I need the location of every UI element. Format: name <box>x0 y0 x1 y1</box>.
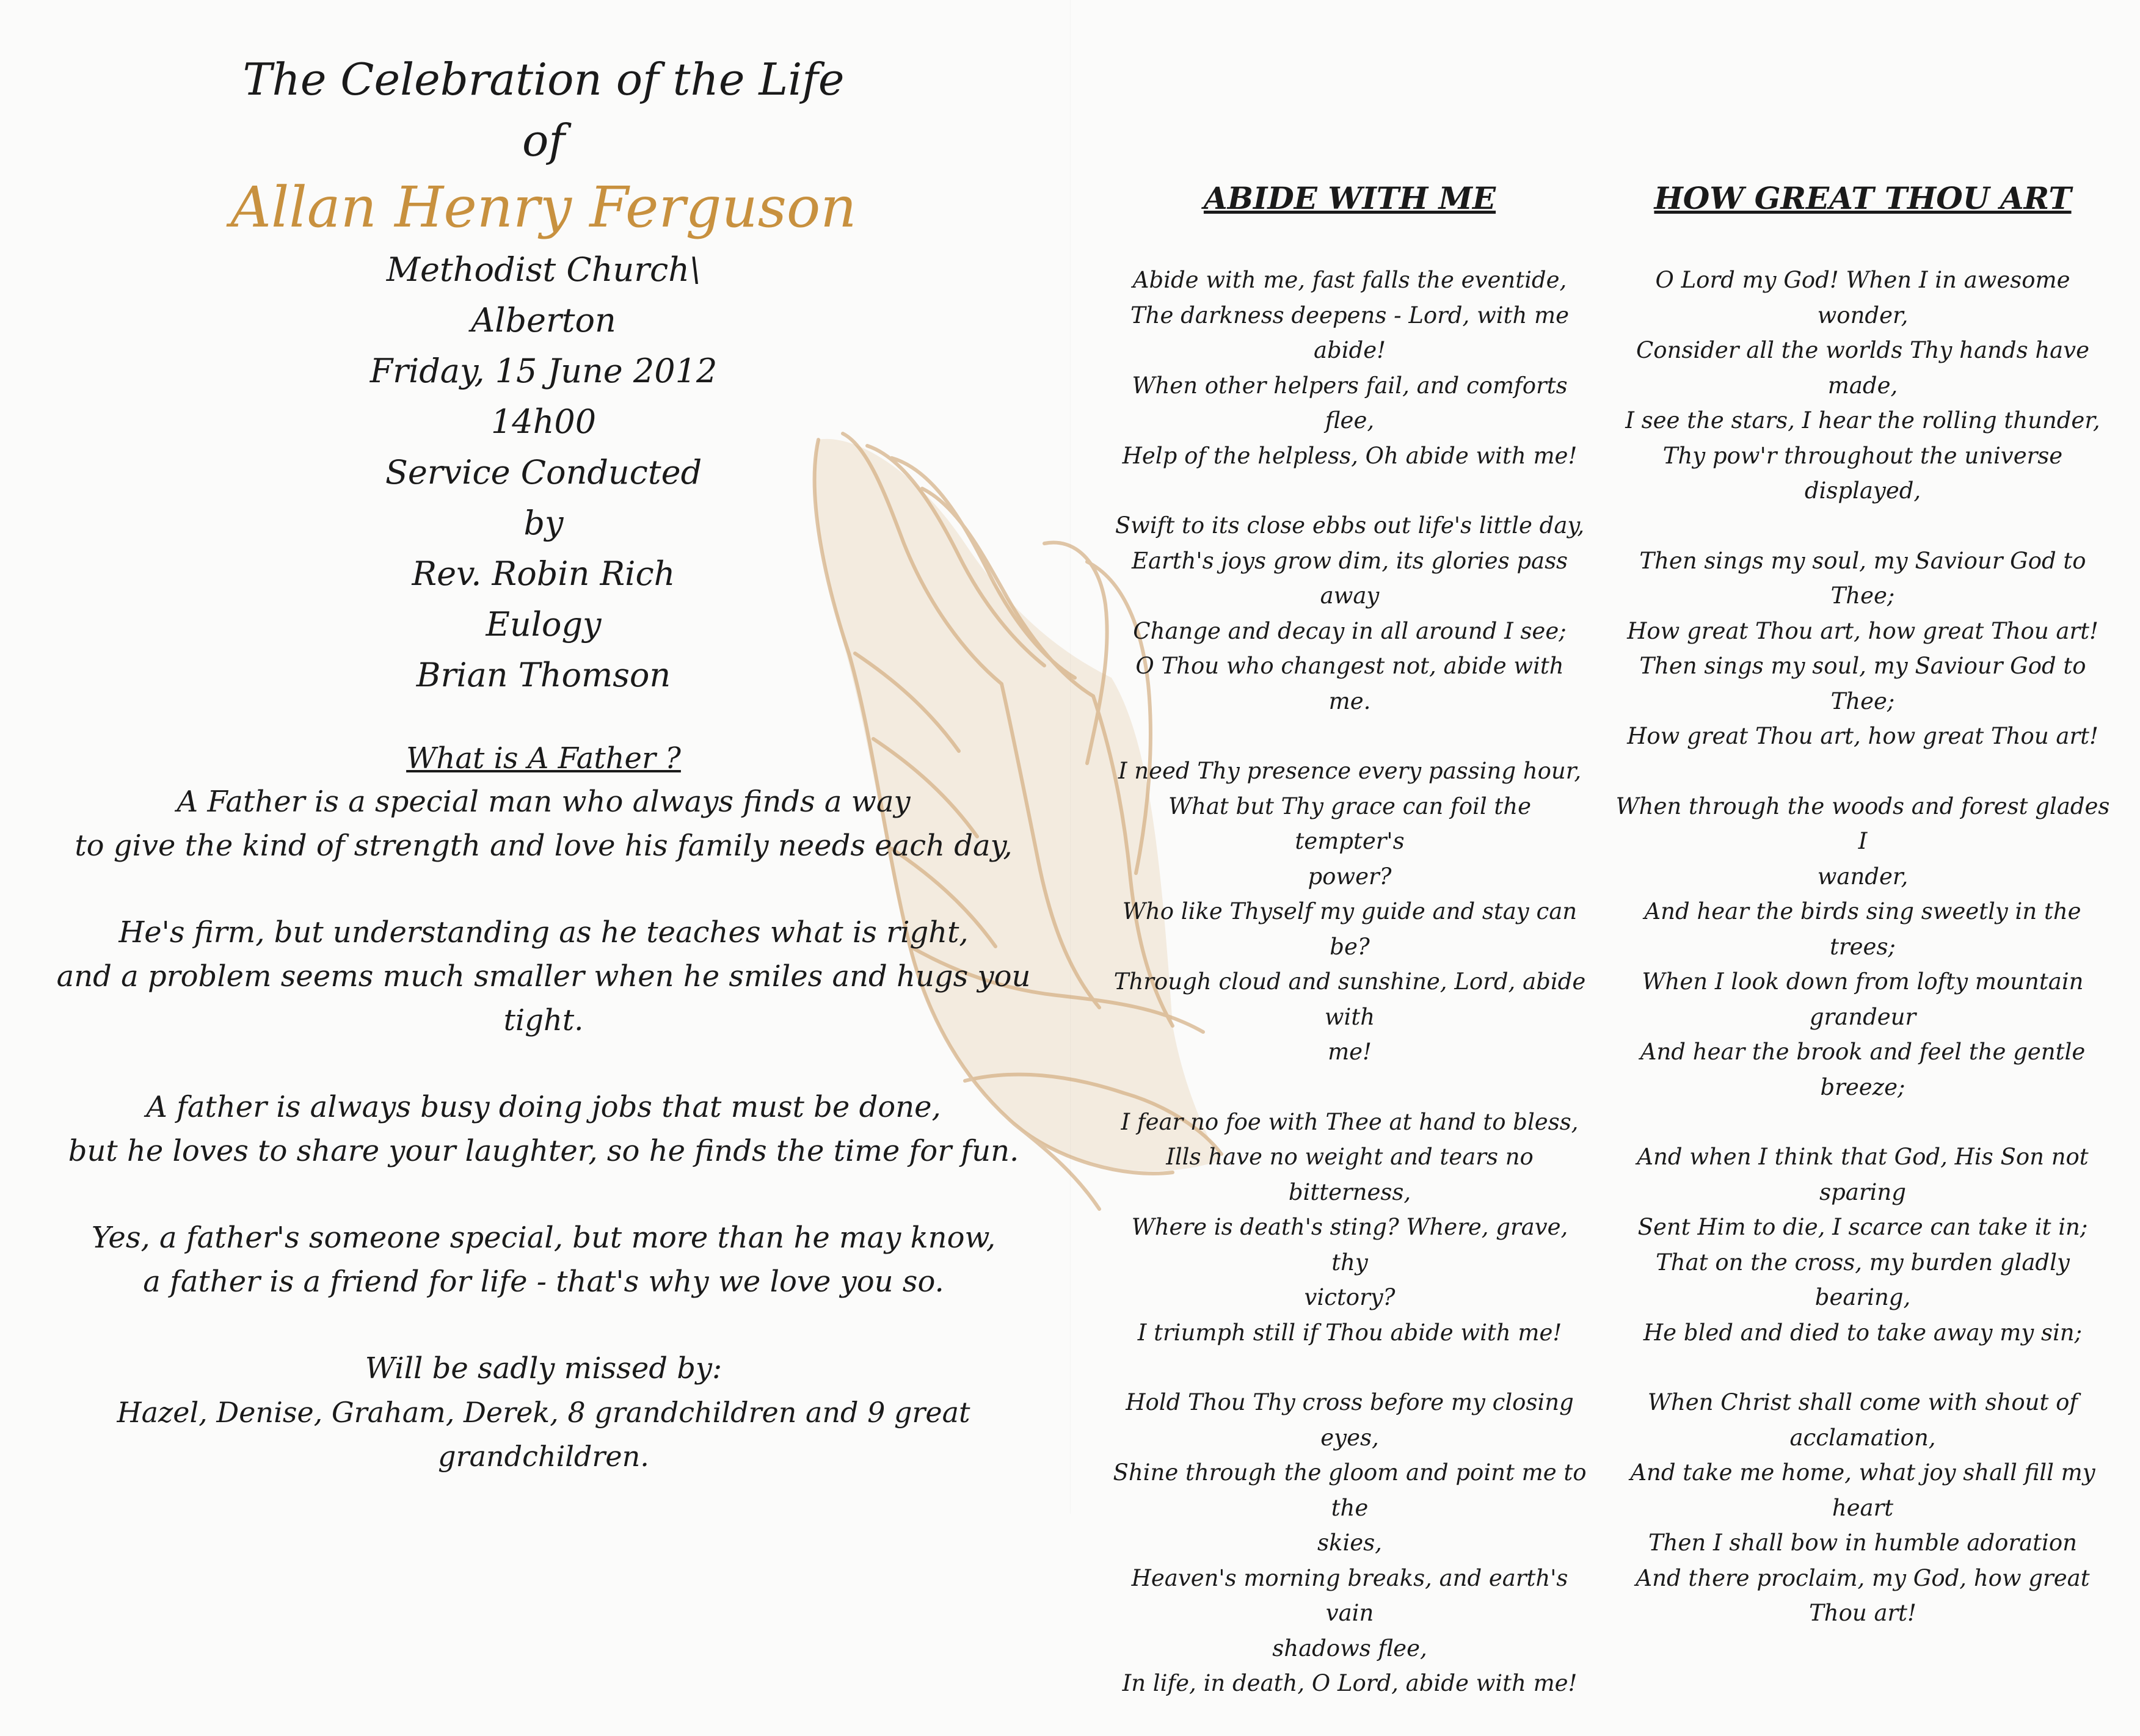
hymn-line: What but Thy grace can foil the tempter's <box>1168 793 1532 854</box>
hymn-line: The darkness deepens - Lord, with me abide! <box>1130 302 1570 363</box>
hymn-line: Then I shall bow in humble adoration <box>1648 1530 2077 1556</box>
service-time: 14h00 <box>490 402 597 441</box>
hymn-title: ABIDE WITH ME <box>1203 180 1496 216</box>
poem-line: a father is a friend for life - that's why we love you so. <box>143 1265 944 1299</box>
hymn-line: He bled and died to take away my sin; <box>1643 1319 2083 1346</box>
poem-stanza <box>37 780 1050 868</box>
hymn-line: Abide with me, fast falls the eventide, <box>1132 267 1567 293</box>
hymn-line: When Christ shall come with shout of <box>1647 1389 2078 1415</box>
hymn-line: I triumph still if Thou abide with me! <box>1137 1319 1562 1346</box>
hymn-line: I see the stars, I hear the rolling thunder, <box>1625 407 2100 434</box>
hymn-line: How great Thou art, how great Thou art! <box>1627 723 2098 749</box>
hymn-stanza <box>1612 543 2113 754</box>
poem-line: to give the kind of strength and love his family needs each day, <box>75 829 1013 863</box>
hymn-line: And hear the brook and feel the gentle breeze; <box>1640 1039 2086 1100</box>
hymn-line: wander, <box>1817 863 1909 890</box>
hymn-line: And when I think that God, His Son not sparing <box>1637 1144 2089 1205</box>
title-line-1: The Celebration of the Life <box>242 54 845 105</box>
hymn-line: How great Thou art, how great Thou art! <box>1627 617 2098 644</box>
eulogy-label: Eulogy <box>486 605 602 644</box>
hymn-how-great-thou-art <box>1612 177 2113 1666</box>
hymn-line: And take me home, what joy shall fill my heart <box>1630 1459 2095 1521</box>
missed-by-heading: Will be sadly missed by: <box>365 1351 722 1386</box>
hymn-title: HOW GREAT THOU ART <box>1654 180 2072 216</box>
hymn-stanza <box>1112 754 1588 1070</box>
poem-line: and a problem seems much smaller when he smiles and hugs you tight. <box>56 959 1031 1037</box>
hymn-line: I need Thy presence every passing hour, <box>1118 758 1582 784</box>
hymn-line: Ills have no weight and tears no bitterness, <box>1166 1144 1534 1205</box>
title-line-2: of <box>522 115 565 166</box>
hymn-line: Where is death's sting? Where, grave, thy <box>1131 1214 1568 1276</box>
eulogist-name: Brian Thomson <box>416 656 671 694</box>
left-panel <box>37 49 1050 1478</box>
hymn-stanza <box>1112 263 1588 473</box>
hymn-stanza <box>1112 1385 1588 1701</box>
hymn-stanza <box>1612 1139 2113 1350</box>
poem-stanza <box>37 1216 1050 1304</box>
hymn-body <box>1612 263 2113 1631</box>
hymn-stanza <box>1112 1105 1588 1351</box>
poem-line: Yes, a father's someone special, but more than he may know, <box>91 1221 996 1255</box>
service-label: Service Conducted <box>385 453 702 492</box>
hymn-line: And hear the birds sing sweetly in the trees; <box>1644 898 2081 960</box>
hymn-line: skies, <box>1317 1530 1382 1556</box>
hymn-line: me! <box>1328 1039 1372 1065</box>
hymn-line: power? <box>1308 863 1392 890</box>
hymn-line: That on the cross, my burden gladly bearing, <box>1656 1249 2070 1310</box>
hymn-line: Consider all the worlds Thy hands have made, <box>1636 337 2090 399</box>
hymn-stanza <box>1112 508 1588 719</box>
hymn-line: When I look down from lofty mountain grandeur <box>1642 968 2084 1030</box>
hymn-line: Then sings my soul, my Saviour God to Thee; <box>1639 547 2086 609</box>
poem-line: A Father is a special man who always finds a way <box>177 785 911 819</box>
hymn-stanza <box>1612 1385 2113 1631</box>
missed-by-names: Hazel, Denise, Graham, Derek, 8 grandchildren and 9 great grandchildren. <box>117 1396 970 1473</box>
hymn-line: O Lord my God! When I in awesome wonder, <box>1655 267 2070 329</box>
poem-stanza <box>37 910 1050 1042</box>
venue: Methodist Church\ <box>386 250 701 289</box>
hymn-line: Hold Thou Thy cross before my closing eyes, <box>1126 1389 1574 1451</box>
poem-line: A father is always busy doing jobs that must be done, <box>146 1090 941 1124</box>
hymn-line: Through cloud and sunshine, Lord, abide with <box>1113 968 1586 1030</box>
by-label: by <box>523 504 564 542</box>
hymn-line: Shine through the gloom and point me to the <box>1113 1459 1587 1521</box>
poem-line: He's firm, but understanding as he teaches what is right, <box>118 915 969 950</box>
hymn-body <box>1112 263 1588 1701</box>
hymn-line: When other helpers fail, and comforts flee, <box>1132 372 1568 434</box>
minister-name: Rev. Robin Rich <box>412 554 675 593</box>
hymn-line: shadows flee, <box>1272 1635 1427 1662</box>
hymn-line: victory? <box>1304 1284 1396 1310</box>
hymn-abide-with-me <box>1112 177 1588 1736</box>
hymn-line: Change and decay in all around I see; <box>1133 617 1567 644</box>
hymn-line: Heaven's morning breaks, and earth's vain <box>1131 1564 1568 1626</box>
hymn-line: When through the woods and forest glades I <box>1615 793 2110 854</box>
hymn-line: I fear no foe with Thee at hand to bless, <box>1121 1108 1579 1135</box>
poem-title: What is A Father ? <box>406 741 681 775</box>
hymn-stanza <box>1612 263 2113 509</box>
hymn-line: Sent Him to die, I scarce can take it in; <box>1637 1214 2088 1240</box>
hymn-line: acclamation, <box>1789 1424 1936 1451</box>
hymn-line: Swift to its close ebbs out life's little day, <box>1115 512 1585 539</box>
hymn-line: Thy pow'r throughout the universe displayed, <box>1662 442 2063 504</box>
hymn-line: Help of the helpless, Oh abide with me! <box>1122 442 1578 469</box>
hymn-line: Then sings my soul, my Saviour God to Thee; <box>1639 653 2086 714</box>
service-date: Friday, 15 June 2012 <box>369 352 718 390</box>
deceased-name: Allan Henry Ferguson <box>230 175 857 240</box>
hymn-line: Earth's joys grow dim, its glories pass away <box>1131 547 1568 609</box>
hymn-line: O Thou who changest not, abide with me. <box>1135 653 1564 714</box>
poem <box>37 780 1050 1304</box>
hymn-stanza <box>1612 789 2113 1105</box>
page-fold <box>1070 0 1071 1514</box>
town: Alberton <box>471 301 616 340</box>
poem-line: but he loves to share your laughter, so he finds the time for fun. <box>68 1134 1019 1168</box>
hymn-line: Who like Thyself my guide and stay can be? <box>1122 898 1578 960</box>
poem-stanza <box>37 1085 1050 1173</box>
hymn-line: In life, in death, O Lord, abide with me! <box>1122 1670 1578 1696</box>
hymn-line: And there proclaim, my God, how great Thou art! <box>1636 1564 2090 1626</box>
